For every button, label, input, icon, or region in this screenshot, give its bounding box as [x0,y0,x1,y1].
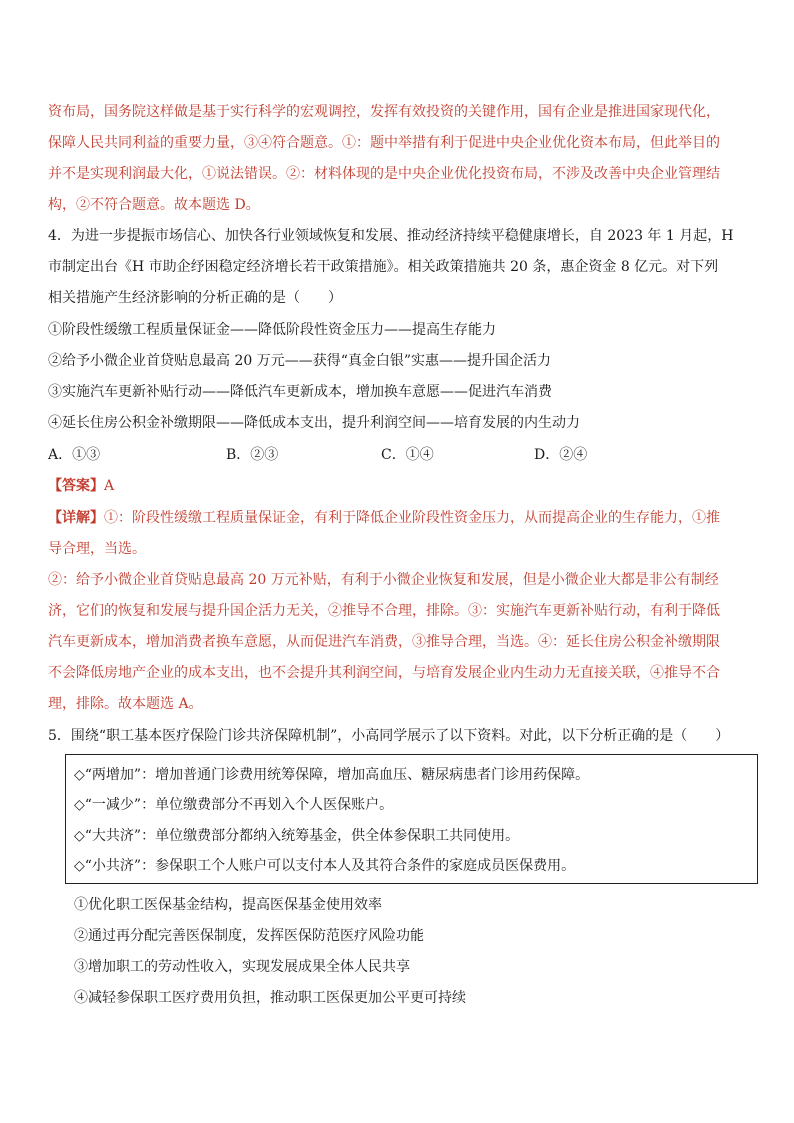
material-line: ◇“大共济”：单位缴费部分都纳入统筹基金，供全体参保职工共同使用。 [74,828,520,844]
q5-material-box [65,754,758,884]
q4-option-d: D．②④ [534,447,588,463]
answer-value: A [104,478,115,494]
q4-detail-line [48,508,748,528]
prev-answer-line: 资布局，国务院这样做是基于实行科学的宏观调控，发挥有效投资的关键作用，国有企业是推进国家现代化， [48,104,720,120]
q4-stem-line: 相关措施产生经济影响的分析正确的是（ ） [48,290,342,306]
detail-text: ①：阶段性缓缴工程质量保证金，有利于降低企业阶段性资金压力，从而提高企业的生存能力，①推 [104,510,720,526]
q4-detail-line: 理，排除。故本题选 A。 [48,696,203,712]
q4-stem-line: 市制定出台《H 市助企纾困稳定经济增长若干政策措施》。相关政策措施共 20 条，惠企资金 8 亿元。对下列 [48,259,719,275]
q5-item: ④减轻参保职工医疗费用负担，推动职工医保更加公平更可持续 [74,990,466,1006]
q4-answer [48,476,748,496]
q4-option-a: A．①③ [48,447,101,463]
q4-item: ②给予小微企业首贷贴息最高 20 万元——获得“真金白银”实惠——提升国企活力 [48,353,552,369]
material-line: ◇“小共济”：参保职工个人账户可以支付本人及其符合条件的家庭成员医保费用。 [74,858,576,874]
q5-stem: 5．围绕“职工基本医疗保险门诊共济保障机制”，小高同学展示了以下资料。对此，以下分析正确的是（ ） [48,728,730,744]
q4-item: ①阶段性缓缴工程质量保证金——降低阶段性资金压力——提高生存能力 [48,322,496,338]
q5-item: ①优化职工医保基金结构，提高医保基金使用效率 [74,897,382,913]
q5-item: ②通过再分配完善医保制度，发挥医保防范医疗风险功能 [74,928,424,944]
q4-detail-line: 汽车更新成本，增加消费者换车意愿，从而促进汽车消费，③推导合理，当选。④：延长住房公积金补缴期限 [48,634,720,650]
detail-label: 【详解】 [48,510,104,526]
q5-item: ③增加职工的劳动性收入，实现发展成果全体人民共享 [74,959,410,975]
prev-answer-line: 构，②不符合题意。故本题选 D。 [48,197,260,213]
q4-item: ③实施汽车更新补贴行动——降低汽车更新成本，增加换车意愿——促进汽车消费 [48,384,552,400]
q4-detail-line: 导合理，当选。 [48,541,146,557]
material-line: ◇“一减少”：单位缴费部分不再划入个人医保账户。 [74,797,394,813]
q4-detail-line: ②：给予小微企业首贷贴息最高 20 万元补贴，有利于小微企业恢复和发展，但是小微企业大都是非公有制经 [48,572,719,588]
answer-label: 【答案】 [48,478,104,494]
q4-stem-line: 4．为进一步提振市场信心、加快各行业领域恢复和发展、推动经济持续平稳健康增长，自 2023 年 1 月起，H [48,228,734,244]
q4-detail-line: 不会降低房地产企业的成本支出，也不会提升其利润空间，与培育发展企业内生动力无直接关联，④推导不合 [48,665,720,681]
material-line: ◇“两增加”：增加普通门诊费用统筹保障，增加高血压、糖尿病患者门诊用药保障。 [74,767,590,783]
q4-option-c: C．①④ [381,447,434,463]
q4-option-b: B．②③ [226,447,279,463]
prev-answer-line: 并不是实现利润最大化，①说法错误。②：材料体现的是中央企业优化投资布局，不涉及改善中央企业管理结 [48,166,720,182]
prev-answer-line: 保障人民共同利益的重要力量，③④符合题意。①：题中举措有利于促进中央企业优化资本布局，但此举目的 [48,135,720,151]
q4-detail-line: 济，它们的恢复和发展与提升国企活力无关，②推导不合理，排除。③：实施汽车更新补贴行动，有利于降低 [48,603,720,619]
q4-item: ④延长住房公积金补缴期限——降低成本支出，提升利润空间——培育发展的内生动力 [48,415,580,431]
